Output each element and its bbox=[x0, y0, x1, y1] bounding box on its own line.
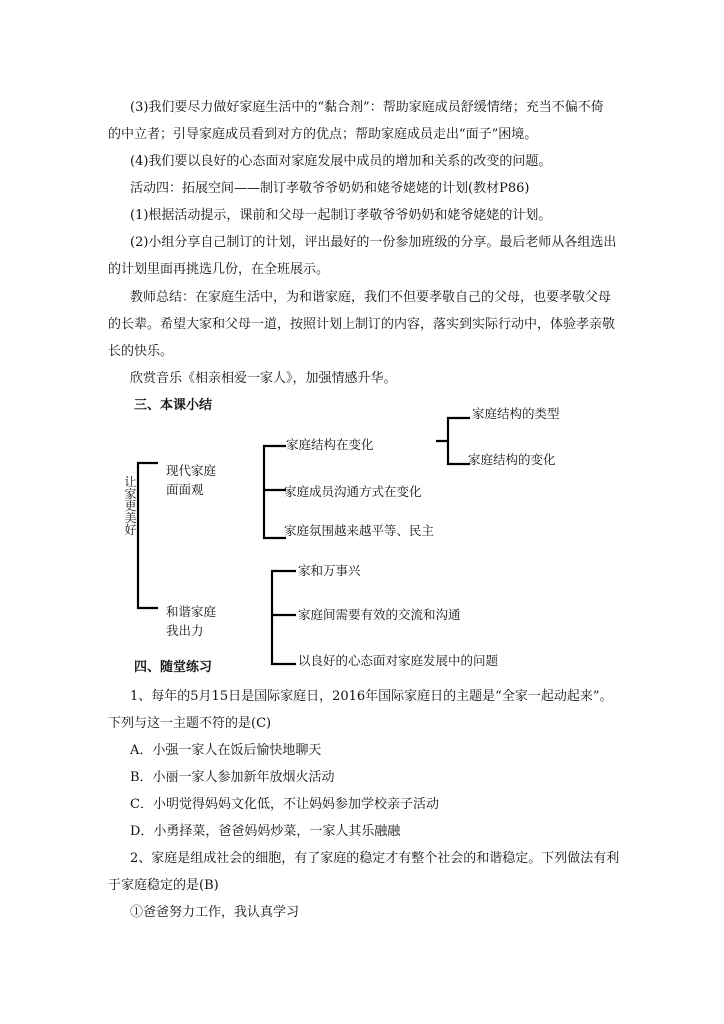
question-1-line-1: 1、每年的5月15日是国际家庭日，2016年国际家庭日的主题是“全家一起动起来”。 bbox=[130, 689, 613, 704]
music-appreciation: 欣赏音乐《相亲相爱一家人》，加强情感升华。 bbox=[130, 371, 397, 386]
teacher-summary-line-3: 长的快乐。 bbox=[108, 344, 174, 359]
activity-step-2-line-2: 的计划里面再挑选几份，在全班展示。 bbox=[108, 262, 330, 277]
question-1-option-b: B．小丽一家人参加新年放烟火活动 bbox=[130, 770, 335, 785]
teacher-summary-line-1: 教师总结：在家庭生活中，为和谐家庭，我们不但要孝敬自己的父母，也要孝敬父母 bbox=[130, 290, 612, 305]
question-2-line-2: 于家庭稳定的是(B) bbox=[108, 878, 219, 893]
branch1-item-1-sub-1: 家庭结构的类型 bbox=[472, 406, 560, 421]
paragraph-3-line-2: 的中立者；引导家庭成员看到对方的优点；帮助家庭成员走出“面子”困境。 bbox=[108, 127, 538, 142]
summary-heading: 三、本课小结 bbox=[134, 398, 213, 413]
summary-root-label: 让家更美好 bbox=[124, 475, 137, 537]
question-2-option-1: ①爸爸努力工作，我认真学习 bbox=[130, 905, 300, 920]
branch2-item-3: 以良好的心态面对家庭发展中的问题 bbox=[298, 653, 499, 668]
branch2-item-2: 家庭间需要有效的交流和沟通 bbox=[298, 607, 461, 622]
branch1-label-line-2: 面面观 bbox=[166, 482, 204, 497]
question-1-line-2: 下列与这一主题不符的是(C) bbox=[108, 716, 272, 731]
branch2-label-line-1: 和谐家庭 bbox=[166, 604, 217, 619]
branch2-label-line-2: 我出力 bbox=[166, 623, 204, 638]
item1-sub-bracket bbox=[436, 418, 470, 464]
activity-step-2-line-1: (2)小组分享自己制订的计划，评出最好的一份参加班级的分享。最后老师从各组选出 bbox=[130, 235, 617, 250]
question-2-line-1: 2、家庭是组成社会的细胞，有了家庭的稳定才有整个社会的和谐稳定。下列做法有利 bbox=[130, 851, 620, 866]
question-1-option-a: A．小强一家人在饭后愉快地聊天 bbox=[130, 743, 322, 758]
branch1-item-2: 家庭成员沟通方式在变化 bbox=[284, 484, 422, 499]
root-bracket bbox=[138, 463, 158, 608]
branch1-item-1-sub-2: 家庭结构的变化 bbox=[468, 452, 556, 467]
activity-step-1: (1)根据活动提示，课前和父母一起制订孝敬爷爷奶奶和姥爷姥姥的计划。 bbox=[130, 208, 552, 223]
branch2-item-1: 家和万事兴 bbox=[298, 563, 361, 578]
paragraph-4: (4)我们要以良好的心态面对家庭发展中成员的增加和关系的改变的问题。 bbox=[130, 154, 552, 169]
question-1-option-d: D．小勇择菜，爸爸妈妈炒菜，一家人其乐融融 bbox=[130, 824, 401, 839]
question-1-option-c: C．小明觉得妈妈文化低，不让妈妈参加学校亲子活动 bbox=[130, 797, 439, 812]
practice-heading: 四、随堂练习 bbox=[134, 660, 213, 675]
teacher-summary-line-2: 的长辈。希望大家和父母一道，按照计划上制订的内容，落实到实际行动中，体验孝亲敬 bbox=[108, 317, 616, 332]
branch1-item-3: 家庭氛围越来越平等、民主 bbox=[284, 523, 435, 538]
paragraph-3-line-1: (3)我们要尽力做好家庭生活中的“黏合剂”：帮助家庭成员舒缓情绪；充当不偏不倚 bbox=[130, 100, 604, 115]
branch1-item-1: 家庭结构在变化 bbox=[286, 437, 374, 452]
branch1-bracket bbox=[264, 446, 286, 538]
activity-four: 活动四：拓展空间——制订孝敬爷爷奶奶和姥爷姥姥的计划(教材P86) bbox=[130, 181, 530, 196]
branch2-bracket bbox=[272, 571, 296, 664]
branch1-label-line-1: 现代家庭 bbox=[166, 463, 217, 478]
